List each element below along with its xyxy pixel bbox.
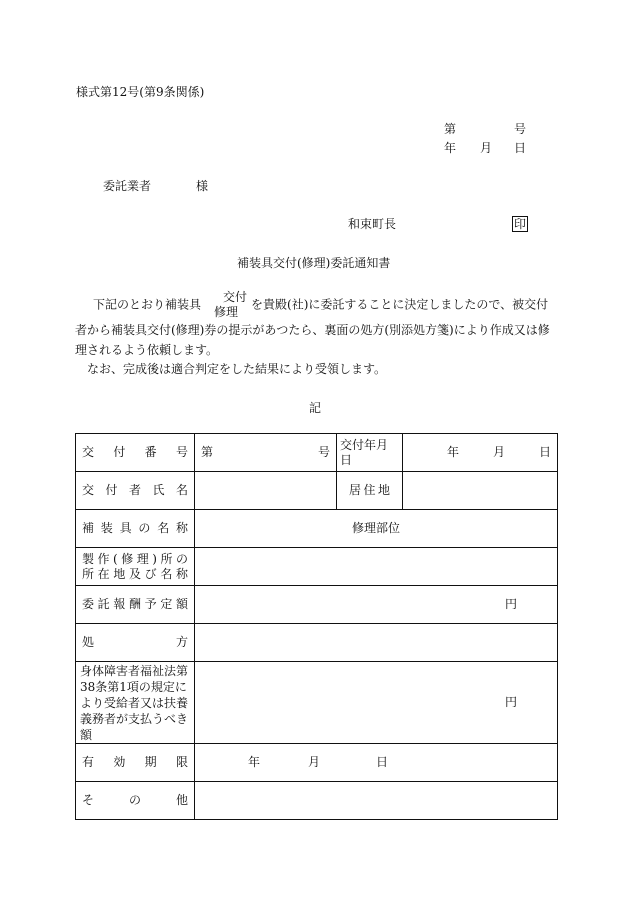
option-issue: 交付 xyxy=(223,290,248,304)
maker-field[interactable] xyxy=(195,548,558,586)
doc-number-prefix: 第 xyxy=(444,122,457,136)
validity-label: 有効期限 xyxy=(76,744,195,782)
payment-label: 身体障害者福祉法第38条第1項の規定により受給者又は扶養義務者が支払うべき額 xyxy=(76,662,195,744)
issuer-name: 和束町長 xyxy=(348,217,397,231)
fee-label: 委託報酬予定額 xyxy=(76,586,195,624)
addressee-honorific: 様 xyxy=(196,179,209,193)
row-maker xyxy=(76,548,558,586)
document-title: 補装具交付(修理)委託通知書 xyxy=(237,256,391,270)
maker-label-line2: 所在地及び名称 xyxy=(82,566,188,581)
validity-year: 年 xyxy=(248,755,261,769)
issue-or-repair-option xyxy=(205,290,247,320)
date-day: 日 xyxy=(514,141,527,155)
form-table xyxy=(75,433,558,820)
option-repair: 修理 xyxy=(214,305,239,319)
payment-yen: 円 xyxy=(504,695,517,709)
row-fee xyxy=(76,586,558,624)
row-prescription xyxy=(76,624,558,662)
issue-number-field[interactable] xyxy=(195,434,337,472)
validity-day: 日 xyxy=(376,755,389,769)
issue-number-label: 交付番号 xyxy=(76,434,195,472)
issue-date-month: 月 xyxy=(492,445,505,459)
number-suffix: 号 xyxy=(317,445,330,459)
device-name-field[interactable] xyxy=(195,510,558,548)
residence-label: 居住地 xyxy=(337,472,403,510)
paragraph-main-after: を貴殿(社)に委託することに決定しましたので、被交付者から補装具交付(修理)券の提示があつたら、裏面の処方(別添処方箋)により作成又は修理されるよう依頼します。 xyxy=(75,297,550,357)
validity-field[interactable] xyxy=(195,744,558,782)
issue-date-year: 年 xyxy=(447,445,460,459)
payment-field[interactable] xyxy=(195,662,558,744)
fee-yen: 円 xyxy=(504,597,517,611)
doc-number-suffix: 号 xyxy=(514,122,527,136)
row-device xyxy=(76,510,558,548)
row-validity xyxy=(76,744,558,782)
date-month: 月 xyxy=(480,141,493,155)
row-other xyxy=(76,782,558,820)
date-year: 年 xyxy=(444,141,457,155)
recipient-name-field[interactable] xyxy=(195,472,337,510)
paragraph-note: なお、完成後は適合判定をした結果により受領します。 xyxy=(87,362,387,376)
validity-month: 月 xyxy=(308,755,321,769)
residence-field[interactable] xyxy=(403,472,558,510)
ki-heading: 記 xyxy=(309,401,322,415)
issue-date-field[interactable] xyxy=(403,434,558,472)
issue-date-day: 日 xyxy=(538,445,551,459)
other-label: その他 xyxy=(76,782,195,820)
maker-label-line1: 製作(修理)所の xyxy=(82,551,188,566)
row-payment xyxy=(76,662,558,744)
prescription-field[interactable] xyxy=(195,624,558,662)
other-field[interactable] xyxy=(195,782,558,820)
paragraph-main xyxy=(75,290,555,360)
seal-mark: 印 xyxy=(514,217,527,231)
maker-label xyxy=(76,548,195,586)
paragraph-main-before: 下記のとおり補装具 xyxy=(93,297,202,312)
repair-part-label: 修理部位 xyxy=(351,521,400,535)
row-recipient xyxy=(76,472,558,510)
device-name-label: 補装具の名称 xyxy=(76,510,195,548)
form-number: 様式第12号(第9条関係) xyxy=(76,85,205,99)
issue-date-label: 交付年月日 xyxy=(337,434,403,472)
addressee-label: 委託業者 xyxy=(103,179,152,193)
fee-field[interactable] xyxy=(195,586,558,624)
number-prefix: 第 xyxy=(201,445,214,459)
row-issue-number xyxy=(76,434,558,472)
recipient-name-label: 交付者氏名 xyxy=(76,472,195,510)
prescription-label: 処方 xyxy=(76,624,195,662)
